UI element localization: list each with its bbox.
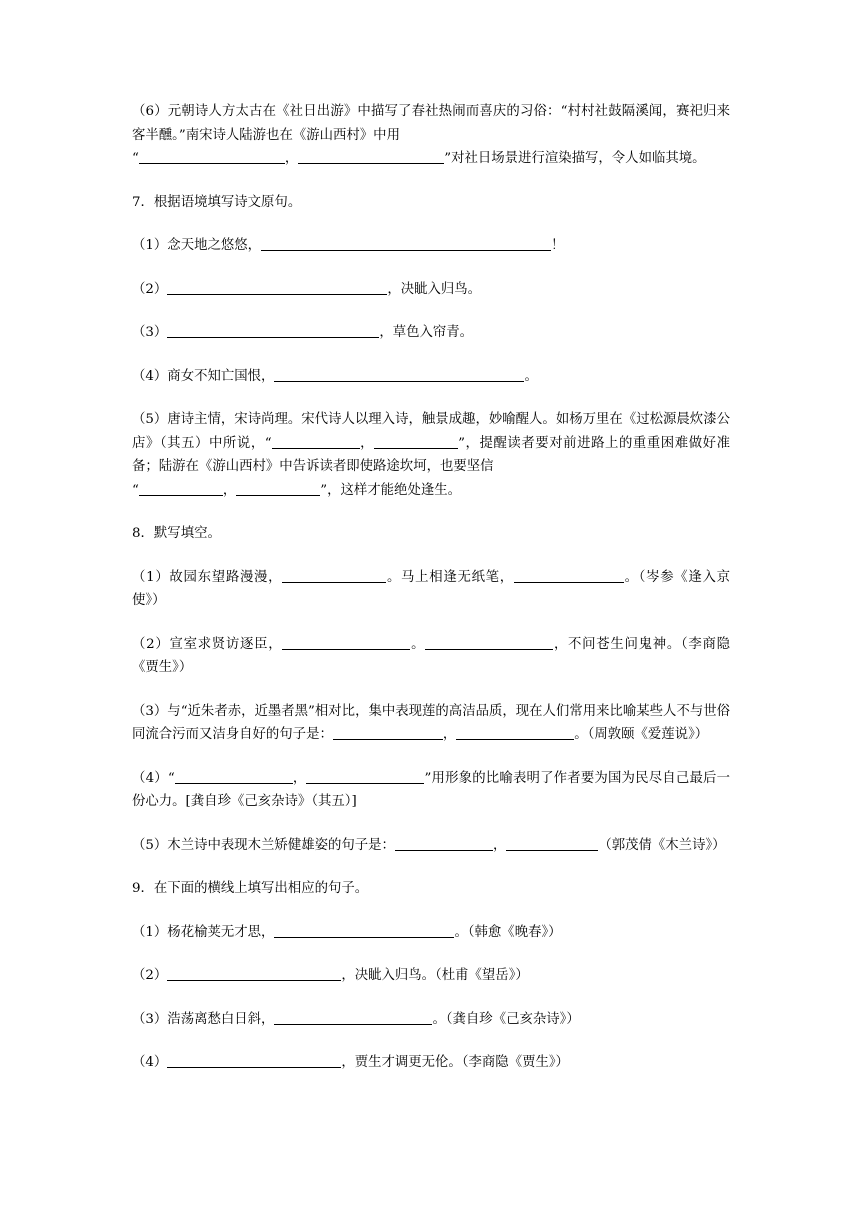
answer-blank[interactable] <box>456 724 574 740</box>
answer-blank[interactable] <box>272 433 360 449</box>
q9-item-4: （4） ，贾生才调更无伦。（李商隐《贾生》） <box>132 1051 730 1075</box>
answer-blank[interactable] <box>261 235 551 251</box>
q7-item-1: （1）念天地之悠悠， ！ <box>132 234 730 258</box>
q7-item-3: （3） ，草色入帘青。 <box>132 321 730 345</box>
answer-blank[interactable] <box>236 480 320 496</box>
answer-blank[interactable] <box>395 835 493 851</box>
answer-blank[interactable] <box>306 768 424 784</box>
answer-blank[interactable] <box>298 148 444 164</box>
q9-item-1: （1）杨花榆荚无才思， 。（韩愈《晚春》） <box>132 921 730 945</box>
q8-item-3: （3）与“近朱者赤，近墨者黑”相对比，集中表现莲的高洁品质，现在人们常用来比喻某些人不与世俗同流合污而又洁身自好的句子是： ， 。（周敦颐《爱莲说》） <box>132 703 731 742</box>
q9-item-3: （3）浩荡离愁白日斜， 。（龚自珍《己亥杂诗》） <box>132 1008 730 1032</box>
document-page <box>132 100 730 1075</box>
q6-item-6: （6）元朝诗人方太古在《社日出游》中描写了春社热闹而喜庆的习俗：“村村社鼓隔溪闻，赛祀归来客半醺。”南宋诗人陆游也在《游山西村》中用 “ ， ”对社日场景进行渲染描写，令人如临其境。 <box>132 104 730 166</box>
q8-item-1: （1）故园东望路漫漫， 。马上相逢无纸笔， 。（岑参《逢入京使》） <box>132 566 730 613</box>
answer-blank[interactable] <box>282 567 386 583</box>
answer-blank[interactable] <box>374 433 458 449</box>
answer-blank[interactable] <box>274 366 524 382</box>
answer-blank[interactable] <box>175 768 293 784</box>
answer-blank[interactable] <box>514 567 624 583</box>
answer-blank[interactable] <box>506 835 598 851</box>
answer-blank[interactable] <box>274 1009 432 1025</box>
question-9-title: 9．在下面的横线上填写出相应的句子。 <box>132 881 369 896</box>
q8-item-2: （2）宣室求贤访逐臣， 。 ，不问苍生问鬼神。（李商隐《贾生》） <box>132 633 730 680</box>
q7-item-5: （5）唐诗主情，宋诗尚理。宋代诗人以理入诗，触景成趣，妙喻醒人。如杨万里在《过松源晨炊漆公店》（其五）中所说，“ ， ”，提醒读者要对前进路上的重重困难做好准备；陆游在《游山西村》中告诉读者即使路途坎坷，也要坚信 “ ， ”，这样才能绝处逢生。 <box>132 412 730 498</box>
answer-blank[interactable] <box>167 322 379 338</box>
answer-blank[interactable] <box>167 279 387 295</box>
question-8-title: 8．默写填空。 <box>132 526 221 541</box>
q8-item-4: （4）“ ， ”用形象的比喻表明了作者要为国为民尽自己最后一份心力。[龚自珍《己亥杂诗》（其五）] <box>132 767 730 814</box>
q9-item-2: （2） ，决眦入归鸟。（杜甫《望岳》） <box>132 964 730 988</box>
q7-item-4: （4）商女不知亡国恨， 。 <box>132 365 730 389</box>
q8-item-5: （5）木兰诗中表现木兰矫健雄姿的句子是： ， （郭茂倩《木兰诗》） <box>132 834 730 858</box>
answer-blank[interactable] <box>139 148 285 164</box>
answer-blank[interactable] <box>167 1052 341 1068</box>
question-7-title: 7．根据语境填写诗文原句。 <box>132 194 302 210</box>
answer-blank[interactable] <box>425 634 553 650</box>
answer-blank[interactable] <box>282 634 410 650</box>
answer-blank[interactable] <box>167 965 341 981</box>
q7-item-2: （2） ，决眦入归鸟。 <box>132 278 730 302</box>
answer-blank[interactable] <box>274 922 454 938</box>
answer-blank[interactable] <box>139 480 223 496</box>
answer-blank[interactable] <box>333 724 443 740</box>
